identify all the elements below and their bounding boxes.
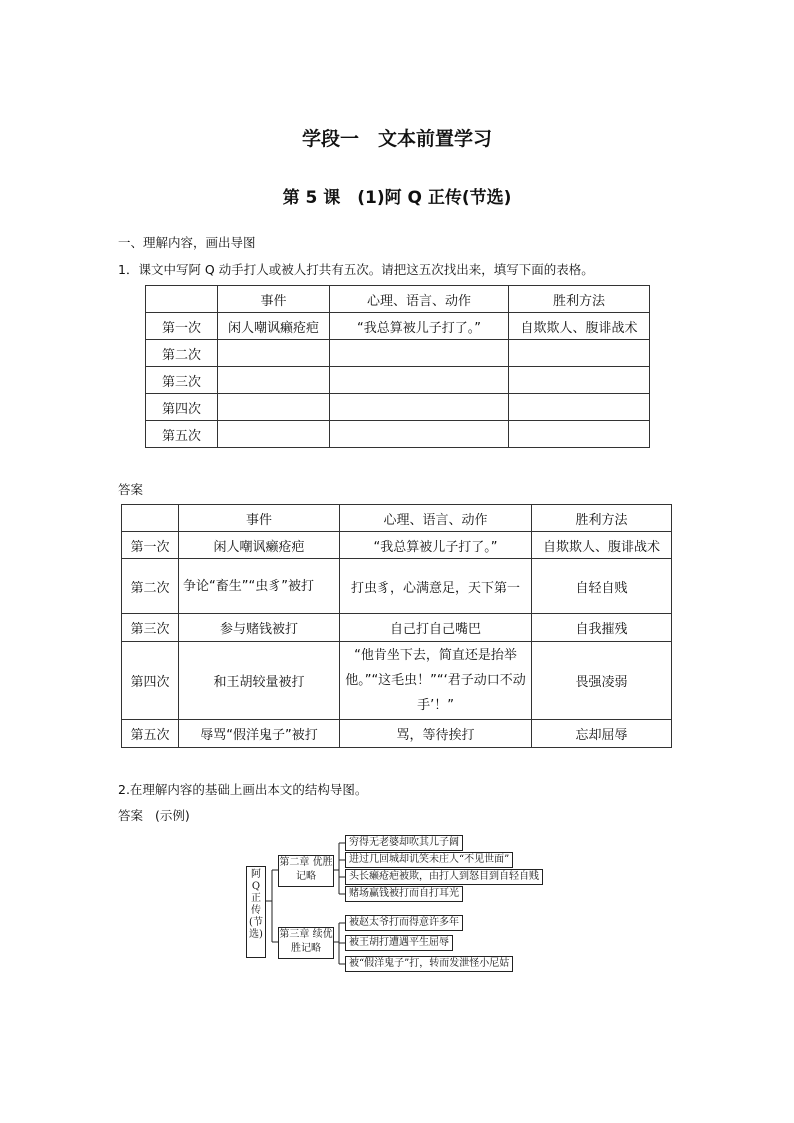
cell: 骂，等待挨打 (340, 720, 532, 748)
header-cell: 事件 (179, 505, 340, 532)
header-cell (146, 286, 218, 313)
cell[interactable] (509, 367, 650, 394)
part1-heading: 一、理解内容，画出导图 (118, 235, 256, 250)
cell[interactable] (330, 340, 509, 367)
cell[interactable] (330, 394, 509, 421)
header-cell: 胜利方法 (532, 505, 672, 532)
header-cell: 胜利方法 (509, 286, 650, 313)
table-row (146, 313, 650, 340)
answer2-line (118, 806, 190, 824)
diagram-leaf: 进过几回城却讥笑未庄人“不见世面” (345, 852, 513, 868)
header-cell: 心理、语言、动作 (340, 505, 532, 532)
cell: 第三次 (146, 367, 218, 394)
cell: 自欺欺人、腹诽战术 (509, 313, 650, 340)
cell[interactable] (218, 367, 330, 394)
cell: 闲人嘲讽癞疮疤 (179, 532, 340, 559)
cell: 第三次 (122, 614, 179, 642)
cell[interactable] (509, 394, 650, 421)
table-row (122, 642, 672, 720)
cell[interactable] (218, 340, 330, 367)
cell: 自轻自贱 (532, 559, 672, 614)
cell: 第一次 (146, 313, 218, 340)
cell: 第一次 (122, 532, 179, 559)
cell: 自欺欺人、腹诽战术 (532, 532, 672, 559)
cell: 辱骂“假洋鬼子”被打 (179, 720, 340, 748)
diagram-leaf: 头长癞疮疤被欺，由打人到怒目到自轻自贱 (345, 869, 543, 885)
table-row (122, 559, 672, 614)
cell: “我总算被儿子打了。” (330, 313, 509, 340)
cell: 闲人嘲讽癞疮疤 (218, 313, 330, 340)
cell: 忘却屈辱 (532, 720, 672, 748)
cell: 参与赌钱被打 (179, 614, 340, 642)
table-row (122, 614, 672, 642)
answer-table (121, 504, 672, 748)
cell: 第四次 (122, 642, 179, 720)
cell[interactable] (509, 340, 650, 367)
cell[interactable] (330, 421, 509, 448)
chapter-3-box: 第三章 续优胜记略 (278, 927, 334, 959)
table-header-row (122, 505, 672, 532)
cell[interactable] (509, 421, 650, 448)
section-title: 学段一 文本前置学习 (301, 128, 492, 150)
diagram-leaf: 被王胡打遭遇平生屈辱 (345, 935, 453, 951)
diagram-root: 阿Q正传(节选) (246, 866, 266, 958)
cell: 第二次 (146, 340, 218, 367)
table-row (122, 720, 672, 748)
cell: “我总算被儿子打了。” (340, 532, 532, 559)
diagram-leaf: 被“假洋鬼子”打，转而发泄怪小尼姑 (345, 956, 513, 972)
blank-table (145, 285, 650, 448)
chapter-2-box: 第二章 优胜记略 (278, 855, 334, 887)
cell: 第四次 (146, 394, 218, 421)
cell: 第五次 (122, 720, 179, 748)
table-row (146, 367, 650, 394)
cell[interactable] (218, 421, 330, 448)
table-header-row (146, 286, 650, 313)
header-cell (122, 505, 179, 532)
table-row (146, 394, 650, 421)
cell: 畏强凌弱 (532, 642, 672, 720)
cell: 争论“畜生”“虫豸”被打 (179, 559, 340, 614)
cell: 第二次 (122, 559, 179, 614)
diagram-leaf: 赌场赢钱被打而自打耳光 (345, 886, 463, 902)
table-row (146, 340, 650, 367)
answer2-label: 答案 (118, 808, 144, 823)
cell: 自己打自己嘴巴 (340, 614, 532, 642)
cell: 和王胡较量被打 (179, 642, 340, 720)
cell: 自我摧残 (532, 614, 672, 642)
table-row (122, 532, 672, 559)
header-cell: 心理、语言、动作 (330, 286, 509, 313)
diagram-leaf: 被赵太爷打而得意许多年 (345, 915, 463, 931)
cell[interactable] (218, 394, 330, 421)
cell[interactable] (330, 367, 509, 394)
table-row (146, 421, 650, 448)
lesson-title: 第 5 课 (1)阿 Q 正传(节选) (282, 188, 512, 208)
header-cell: 事件 (218, 286, 330, 313)
question-2: 2.在理解内容的基础上画出本文的结构导图。 (118, 782, 368, 797)
cell: 打虫豸，心满意足，天下第一 (340, 559, 532, 614)
answer-label: 答案 (118, 482, 144, 497)
question-1: 1．课文中写阿 Q 动手打人或被人打共有五次。请把这五次找出来，填写下面的表格。 (118, 262, 594, 277)
cell: “他肯坐下去，简直还是抬举他。”“这毛虫！”“‘君子动口不动手’！” (340, 642, 532, 720)
diagram-leaf: 穷得无老婆却吹其儿子阔 (345, 835, 463, 851)
answer2-note: (示例) (155, 808, 190, 823)
cell: 第五次 (146, 421, 218, 448)
